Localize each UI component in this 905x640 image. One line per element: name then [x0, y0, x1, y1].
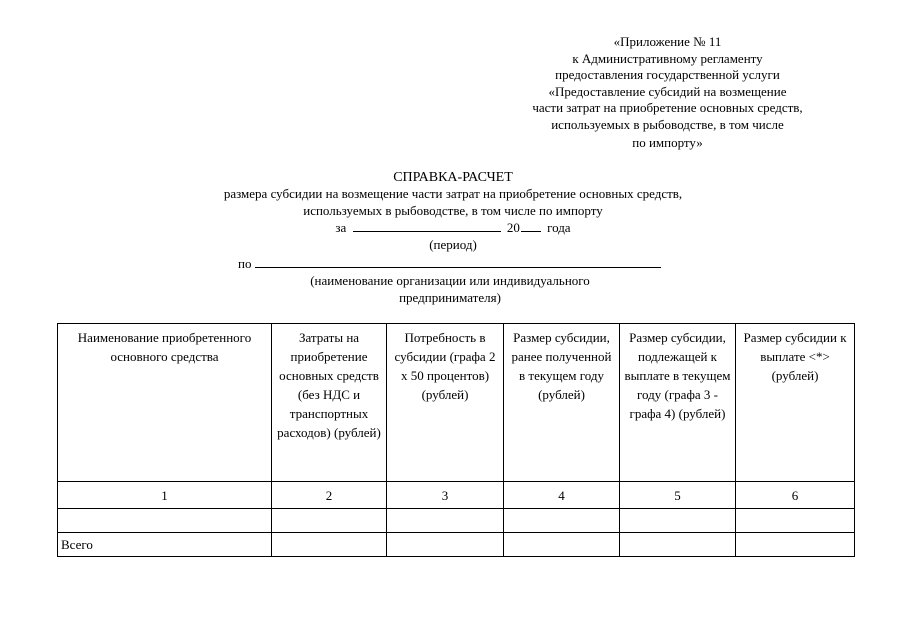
organization-input-line[interactable]	[255, 255, 661, 268]
table-header-cell: Размер субсидии к выплате <*> (рублей)	[736, 324, 855, 482]
appendix-line: части затрат на приобретение основных средств,	[532, 100, 803, 115]
total-row	[58, 533, 855, 557]
column-number: 6	[736, 482, 855, 509]
table-header-cell: Потребность в субсидии (графа 2 x 50 процентов) (рублей)	[387, 324, 504, 482]
table-header-cell: Размер субсидии, ранее полученной в текущем году (рублей)	[504, 324, 620, 482]
table-cell[interactable]	[736, 533, 855, 557]
period-caption: (период)	[429, 236, 477, 252]
appendix-line: используемых в рыбоводстве, в том числе	[551, 116, 784, 132]
org-caption-line: предпринимателя)	[399, 290, 501, 305]
organization-caption	[250, 272, 650, 306]
table-cell[interactable]	[272, 533, 387, 557]
table-cell[interactable]	[58, 509, 272, 533]
appendix-line: «Предоставление субсидий на возмещение	[548, 83, 787, 99]
appendix-line: предоставления государственной услуги	[555, 67, 780, 82]
org-caption-line: (наименование организации или индивидуального	[310, 273, 590, 288]
year-input-line[interactable]	[521, 219, 541, 232]
organization-row	[238, 255, 661, 272]
column-number: 2	[272, 482, 387, 509]
form-title: СПРАВКА-РАСЧЕТ	[393, 170, 513, 185]
appendix-header	[490, 34, 845, 152]
table-cell[interactable]	[387, 509, 504, 533]
table-cell[interactable]	[272, 509, 387, 533]
table-cell[interactable]	[387, 533, 504, 557]
table-row	[58, 509, 855, 533]
period-prefix: за	[335, 220, 347, 235]
table-cell[interactable]	[620, 509, 736, 533]
table-cell[interactable]	[620, 533, 736, 557]
appendix-line: по импорту»	[632, 135, 703, 150]
form-subtitle: размера субсидии на возмещение части затрат на приобретение основных средств,	[223, 186, 683, 201]
column-number: 3	[387, 482, 504, 509]
table-cell[interactable]	[504, 533, 620, 557]
total-label: Всего	[58, 533, 272, 557]
column-number: 5	[620, 482, 736, 509]
table-cell[interactable]	[504, 509, 620, 533]
period-row	[90, 219, 816, 237]
org-prefix: по	[238, 256, 252, 271]
table-header-cell: Затраты на приобретение основных средств (без НДС и транспортных расходов) (рублей)	[272, 324, 387, 482]
period-input-line[interactable]	[353, 219, 501, 232]
appendix-line: к Административному регламенту	[572, 50, 763, 66]
column-number: 1	[58, 482, 272, 509]
appendix-line: «Приложение № 11	[613, 34, 722, 49]
period-suffix: года	[547, 220, 571, 235]
form-subtitle: используемых в рыбоводстве, в том числе по импорту	[303, 202, 603, 218]
table-header-cell: Наименование приобретенного основного средства	[58, 324, 272, 482]
table-header-row	[58, 324, 855, 482]
table-cell[interactable]	[736, 509, 855, 533]
subsidy-table	[57, 323, 855, 557]
table-header-cell: Размер субсидии, подлежащей к выплате в текущем году (графа 3 - графа 4) (рублей)	[620, 324, 736, 482]
column-number: 4	[504, 482, 620, 509]
column-number-row	[58, 482, 855, 509]
form-title-block	[90, 169, 816, 253]
period-year: 20	[506, 220, 520, 235]
